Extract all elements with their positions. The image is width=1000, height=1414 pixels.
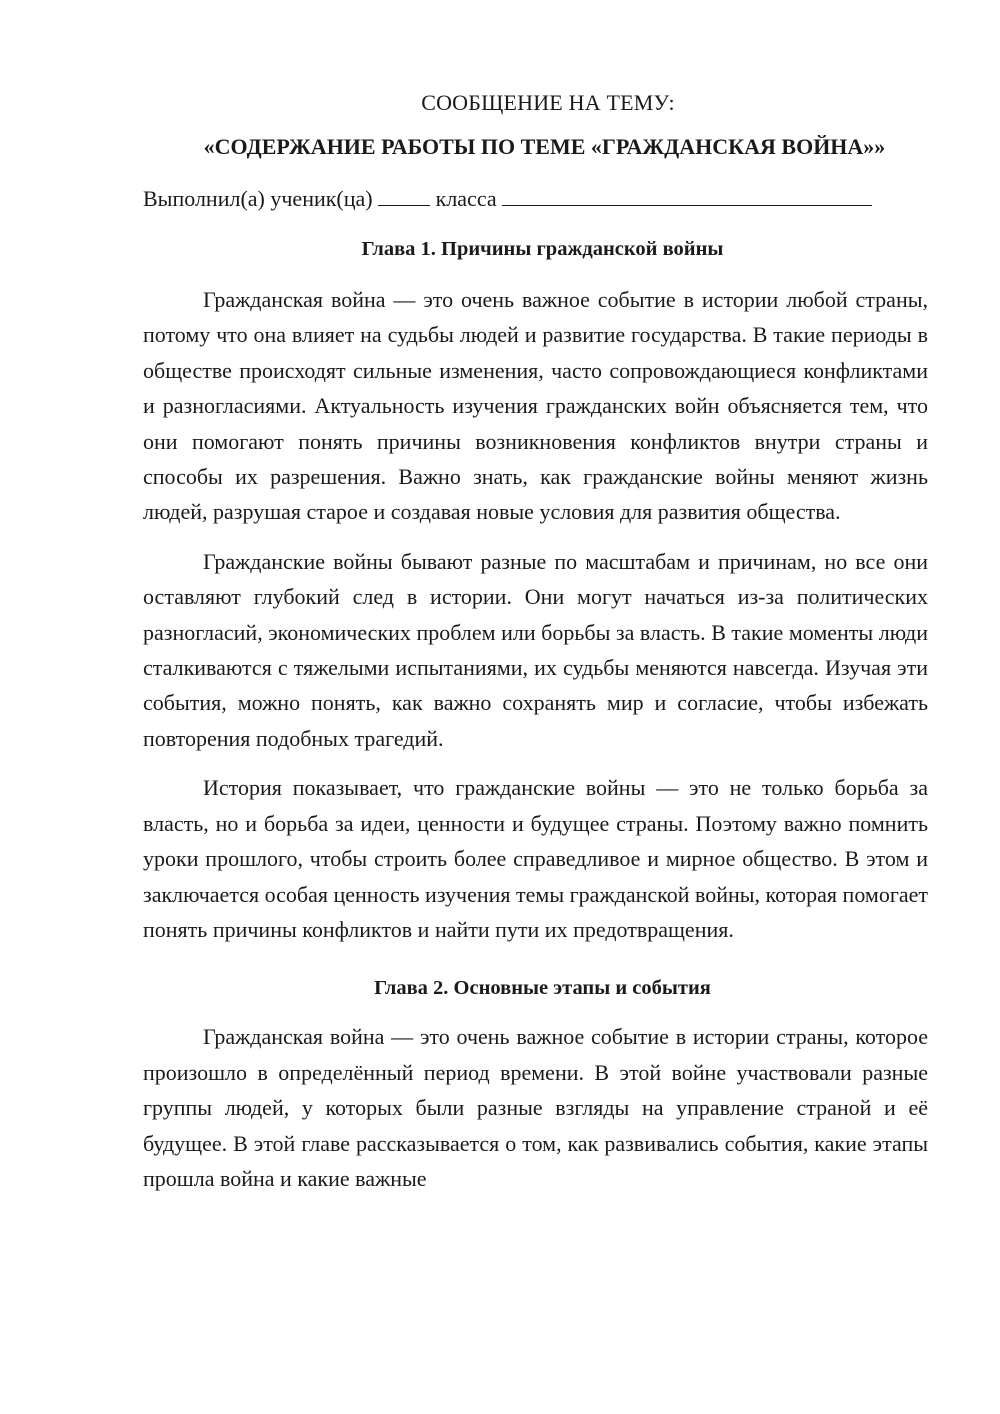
student-name-blank <box>502 183 872 206</box>
subject-line: СООБЩЕНИЕ НА ТЕМУ: <box>421 90 675 115</box>
chapter-1-body <box>143 282 928 947</box>
document-page <box>143 88 928 1196</box>
chapter-1-paragraph-3: История показывает, что гражданские войны — это не только борьба за власть, но и борьба за идеи, ценности и будущее страны. Поэтому важно помнить уроки прошлого, чтобы строить более справедливое и мирное общество. В этом и заключается особая ценность изучения темы гражданской войны, которая помогает понять причины конфликтов и найти пути их предотвращения. <box>143 775 928 942</box>
author-label: Выполнил(а) ученик(ца) <box>143 186 373 211</box>
chapter-1-paragraph-2: Гражданские войны бывают разные по масштабам и причинам, но все они оставляют глубокий след в истории. Они могут начаться из-за политических разногласий, экономических проблем или борьбы за власть. В такие моменты люди сталкиваются с тяжелыми испытаниями, их судьбы меняются навсегда. Изучая эти события, можно понять, как важно сохранять мир и согласие, чтобы избежать повторения подобных трагедий. <box>143 548 928 751</box>
class-number-blank <box>378 183 430 206</box>
chapter-1-heading: Глава 1. Причины гражданской войны <box>361 238 724 260</box>
chapter-2-heading: Глава 2. Основные этапы и события <box>374 977 711 1000</box>
chapter-1-paragraph-1: Гражданская война — это очень важное событие в истории любой страны, потому что она влияет на судьбы людей и развитие государства. В такие периоды в обществе происходят сильные изменения, часто сопровождающиеся конфликтами и разногласиями. Актуальность изучения гражданских войн объясняется тем, что они помогают понять причины возникновения конфликтов внутри страны и способы их разрешения. Важно знать, как гражданские войны меняют жизнь людей, разрушая старое и создавая новые условия для развития общества. <box>143 287 928 525</box>
chapter-2-body <box>143 1019 928 1196</box>
author-line <box>143 183 928 214</box>
chapter-2-paragraph-1: Гражданская война — это очень важное событие в истории страны, которое произошло в определённый период времени. В этой войне участвовали разные группы людей, у которых были разные взгляды на управление страной и её будущее. В этой главе рассказывается о том, как развивались события, какие этапы прошла война и какие важные <box>143 1024 928 1191</box>
document-title: «СОДЕРЖАНИЕ РАБОТЫ ПО ТЕМЕ «ГРАЖДАНСКАЯ ВОЙНА»» <box>203 134 886 159</box>
class-label: класса <box>435 186 497 211</box>
